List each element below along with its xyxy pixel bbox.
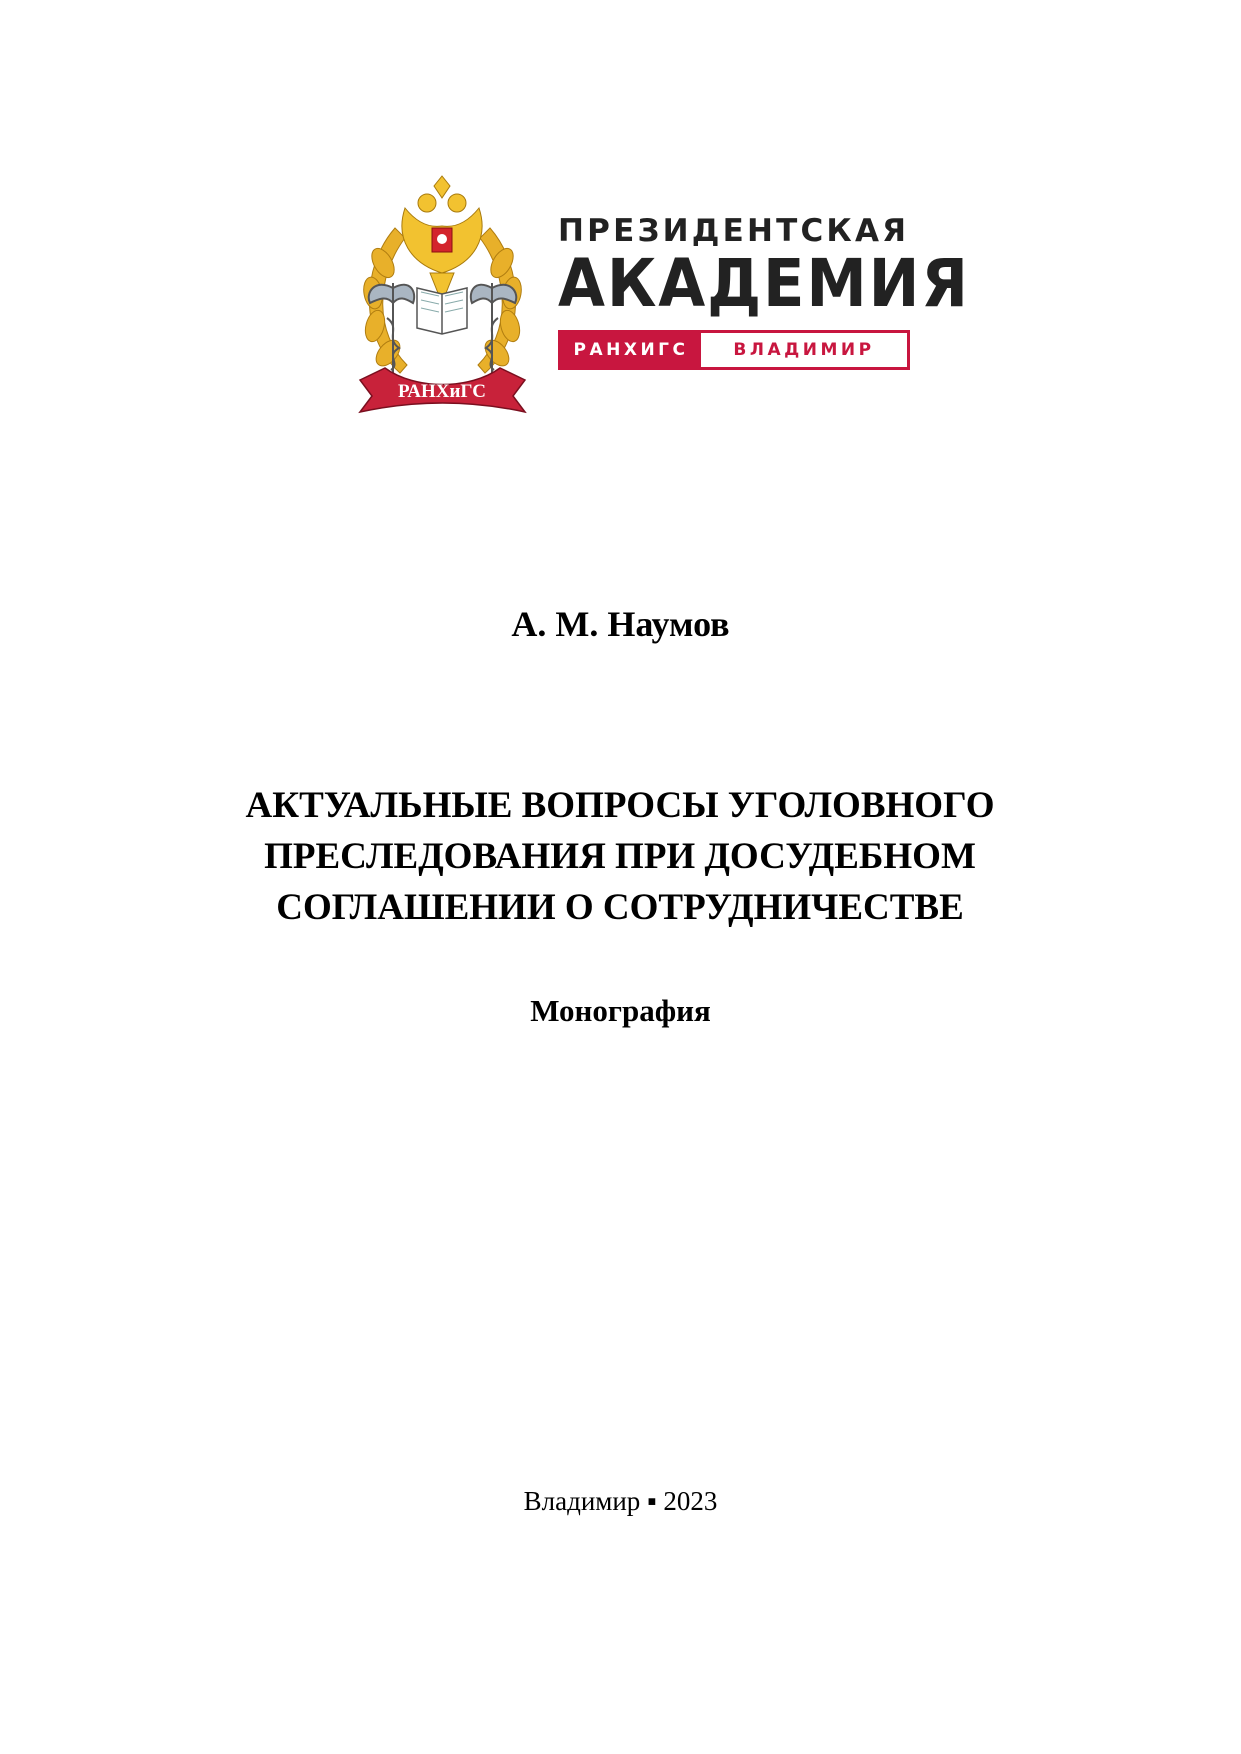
publication-type: Монография: [530, 993, 711, 1028]
imprint-separator: ▪: [647, 1486, 657, 1516]
book-title: [120, 780, 1120, 933]
imprint-year: 2023: [663, 1486, 718, 1516]
wordmark-line2: АКАДЕМИЯ: [558, 245, 970, 322]
branch-badge: [558, 330, 910, 370]
ranepa-emblem-icon: [355, 168, 530, 418]
emblem-ribbon-text: РАНХиГС: [398, 381, 486, 402]
wordmark-line1: ПРЕЗИДЕНТСКАЯ: [558, 213, 910, 249]
title-line: АКТУАЛЬНЫЕ ВОПРОСЫ УГОЛОВНОГО: [245, 785, 995, 826]
author-name: А. М. Наумов: [511, 604, 730, 644]
badge-city: ВЛАДИМИР: [733, 340, 875, 360]
title-line: СОГЛАШЕНИИ О СОТРУДНИЧЕСТВЕ: [276, 887, 964, 928]
imprint: [0, 1486, 1241, 1517]
badge-ranepa: РАНХИГС: [561, 333, 701, 367]
title-line: ПРЕСЛЕДОВАНИЯ ПРИ ДОСУДЕБНОМ: [264, 836, 976, 877]
academy-wordmark: [558, 213, 970, 370]
imprint-city: Владимир: [523, 1486, 641, 1516]
